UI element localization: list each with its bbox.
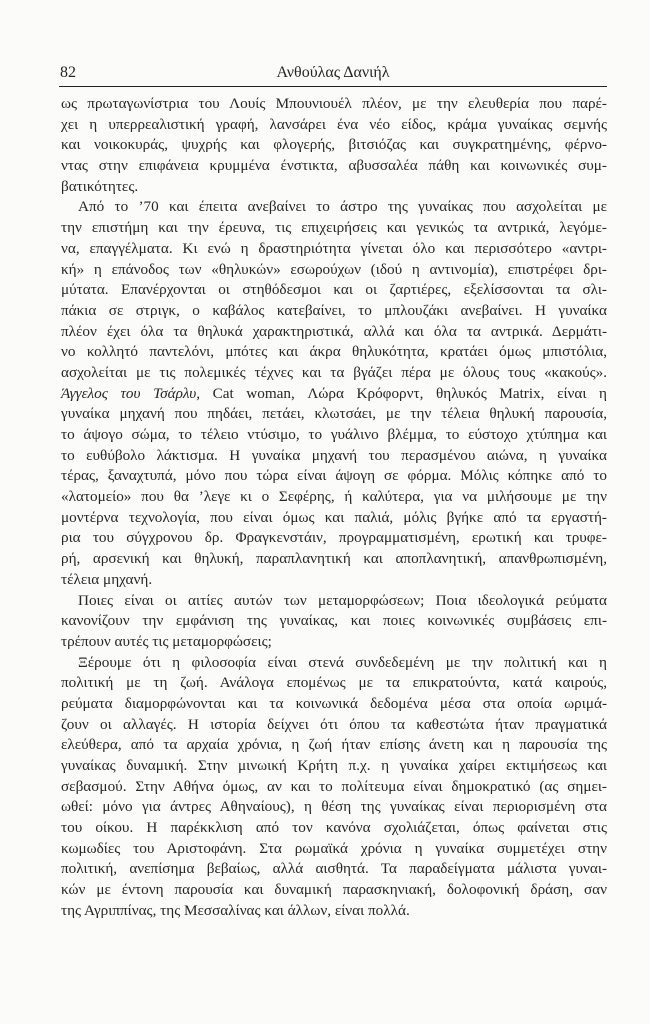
text-line: τέρας, ξαναχτυπά, μόνο που τώρα είναι άψογη σε φόρμα. Μόλις κόπηκε από το [61,467,607,485]
text-line: κωμωδίες του Αριστοφάνη. Στα ρωμαϊκά χρόνια η γυναίκα συμμετέχει στην [61,839,607,857]
text-line: σεβασμού. Στην Αθήνα όμως, αν και το πολίτευμα είναι δημοκρατικό (ας σημει- [61,777,607,795]
text-line: γυναίκα μηχανή που πηδάει, πετάει, κλωτσάει, με την τέλεια θηλυκή παρουσία, [61,405,607,423]
text-line: ρεύματα διαμορφώνονται και τα κοινωνικά δεδομένα μέσα στα οποία ωριμά- [61,694,607,712]
text-line: πλέον έχει όλα τα θηλυκά χαρακτηριστικά, αλλά και όλα τα αντρικά. Δερμάτι- [61,322,607,340]
text-line: ρια του σύγχρονου δρ. Φραγκενστάιν, προγραμματισμένη, ερωτική και τρυφε- [61,529,607,547]
italic-title: Άγγελος του Τσάρλυ, [61,384,200,402]
body-text [61,94,607,922]
text-line: νο κολλητό παντελόνι, μπότες και άκρα θηλυκότητα, κρατάει όμως μπιστόλια, [61,343,607,361]
text-line: του οίκου. Η παρέκκλιση από τον κανόνα σχολιάζεται, όπως φαίνεται στις [61,819,607,837]
text-line: ως πρωταγωνίστρια του Λουίς Μπουνιουέλ πλέον, με την ελευθερία που παρέ- [61,95,607,112]
running-header [59,64,607,87]
text-line: χει η υπερρεαλιστική γραφή, λανσάρει ένα νέο είδος, κράμα γυναίκας σεμνής [61,115,607,133]
text-line: μοντέρνα τεχνολογία, που είναι όμως και παλιά, μόλις βγήκε από τα εργαστή- [61,508,607,526]
text-line: ωθεί: μόνο για άντρες Αθηναίους), η θέση της γυναίκας είναι περιορισμένη στα [61,798,607,816]
text-line: πάκια σε στριγκ, ο καβάλος κατεβαίνει, το μπλουζάκι ανεβαίνει. Η γυναίκα [61,301,607,319]
paragraph-start-line: Ξέρουμε ότι η φιλοσοφία είναι στενά συνδεδεμένη με την πολιτική και η [78,653,607,671]
text-line: ζουν οι αλλαγές. Η ιστορία δείχνει ότι όπου τα καθεστώτα ήταν πραγματικά [61,715,607,733]
text-line: να, επαγγέλματα. Κι ενώ η δραστηριότητα γίνεται όλο και περισσότερο «αντρι- [61,239,607,257]
text-line: ρή, αρσενική και θηλυκή, παραπλανητική και αποπλανητική, απανθρωπισμένη, [61,550,607,568]
text-line: γυναίκας δυναμική. Στην μινωική Κρήτη π.χ. η γυναίκα χαίρει εκτιμήσεως και [61,757,607,774]
text-line: βατικότητες. [61,177,139,195]
paragraph-start-line: Ποιες είναι οι αιτίες αυτών των μεταμορφώσεων; Ποια ιδεολογικά ρεύματα [78,591,607,609]
text-line: την επιστήμη και την έρευνα, τις επιχειρήσεις και γενικώς τα αντρικά, λεγόμε- [61,219,607,237]
text-line: το ευθύβολο λάκτισμα. Η γυναίκα μηχανή του περασμένου αιώνα, η γυναίκα [61,446,607,464]
text-line: ελεύθερα, από τα αρχαία χρόνια, η ζωή ήταν επίσης άνετη και η παρουσία της [61,736,607,754]
text-line: τρέπουν αυτές τις μεταμορφώσεις; [61,632,272,650]
text-line: κών με έντονη παρουσία και δυναμική παρασκηνιακή, δολοφονική δράση, σαν [61,881,607,899]
text-line: «λατομείο» που θα ’λεγε κι ο Σεφέρης, ή καλύτερα, για να μιλήσουμε με την [61,488,607,506]
text-line: και νοικοκυράς, ψυχρής και φλογερής, βιτσιόζας και συγκρατημένης, φέρνο- [61,136,607,154]
page-number: 82 [60,64,76,81]
text-line: πολιτική με τη ζωή. Ανάλογα επομένως με τα επικρατούντα, κατά καιρούς, [61,674,607,692]
text-line: μύτατα. Επανέρχονται οι στηθόδεσμοι και οι ζαρτιέρες, εξελίσσονται τα σλι- [61,281,607,299]
text-line: κή» η επάνοδος των «θηλυκών» εσωρούχων (ιδού η αντινομία), επιστρέφει δρι- [61,260,607,278]
text-line: ντας στην επιφάνεια κρυμμένα ένστικτα, αβυσσαλέα πάθη και κοινωνικές συμ- [61,157,607,175]
text-line: κανονίζουν την εμφάνιση της γυναίκας, και ποιες κοινωνικές συμβάσεις επι- [61,612,607,630]
text-line: το άψογο σώμα, το τέλειο ντύσιμο, το γυάλινο βλέμμα, το εύστοχο χτύπημα και [61,426,607,443]
running-title: Ανθούλας Δανιήλ [276,64,390,81]
text-line [61,384,607,405]
text-line: ασχολείται με τις πολεμικές τέχνες και τα βγάζει πέρα με όλους τους «κακούς». [61,363,607,381]
text-line: πολιτική, ανεπίσημα βεβαίως, αλλά αισθητά. Τα παραδείγματα μάλιστα γυναι- [61,860,607,878]
paragraph-start-line: Από το ’70 και έπειτα ανεβαίνει το άστρο της γυναίκας που ασχολείται με [78,198,607,216]
text-line: τέλεια μηχανή. [61,570,153,588]
text-span: Cat woman, Λώρα Κρόφορντ, θηλυκός Matrix, είναι η [200,384,607,402]
text-line: της Αγριππίνας, της Μεσσαλίνας και άλλων, είναι πολλά. [61,901,410,919]
